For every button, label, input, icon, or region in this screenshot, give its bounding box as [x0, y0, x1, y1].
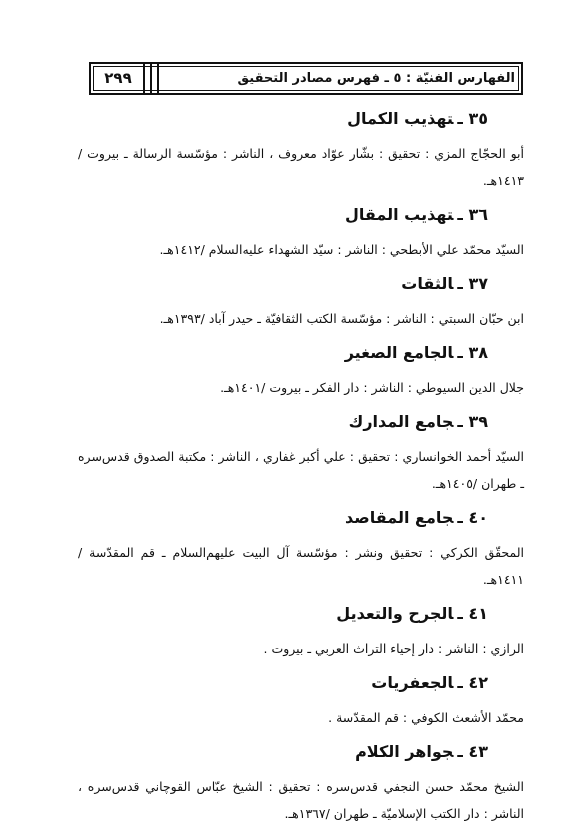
entry-number: ٣٦ ـ — [457, 205, 488, 224]
entry-title: جامع المقاصد — [345, 508, 454, 527]
sources-list — [78, 106, 524, 835]
header-divider — [150, 62, 152, 95]
entry-heading — [78, 409, 524, 435]
entry-details: جلال الدين السيوطي : الناشر : دار الفكر ـ بيروت /١٤٠١هـ. — [220, 380, 524, 395]
entry-title: الثقات — [401, 274, 454, 293]
source-entry — [78, 739, 524, 827]
source-entry — [78, 505, 524, 593]
entry-heading — [78, 202, 524, 228]
header-divider — [157, 62, 159, 95]
source-entry — [78, 670, 524, 731]
entry-details: السيّد محمّد علي الأبطحي : الناشر : سيّد الشهداء عليه‌السلام /١٤١٢هـ. — [159, 242, 524, 257]
running-title: الفهارس الفنيّة : ٥ ـ فهرس مصادر التحقيق — [237, 71, 515, 86]
source-entry — [78, 601, 524, 662]
source-entry — [78, 409, 524, 497]
entry-details: محمّد الأشعث الكوفي : قم المقدّسة . — [328, 710, 524, 725]
entry-heading — [78, 106, 524, 132]
entry-heading — [78, 601, 524, 627]
entry-title: تهذيب الكمال — [347, 109, 454, 128]
entry-details: أبو الحجّاج المزي : تحقيق : بشّار عوّاد معروف ، الناشر : مؤسّسة الرسالة ـ بيروت /١٤١٣هـ. — [78, 146, 524, 188]
entry-number: ٣٨ ـ — [457, 343, 488, 362]
entry-heading — [78, 505, 524, 531]
entry-number: ٣٧ ـ — [457, 274, 488, 293]
entry-number: ٣٥ ـ — [457, 109, 488, 128]
entry-details: المحقّق الكركي : تحقيق ونشر : مؤسّسة آل البيت عليهم‌السلام ـ قم المقدّسة /١٤١١هـ. — [78, 545, 524, 587]
source-entry — [78, 271, 524, 332]
entry-details: الشيخ محمّد حسن النجفي قدس‌سره : تحقيق : الشيخ عبّاس القوچاني قدس‌سره ، الناشر : دار الكتب الإسلاميّة ـ طهران /١٣٦٧هـ. — [78, 779, 524, 821]
source-entry — [78, 106, 524, 194]
page-number: ٢٩٩ — [104, 69, 132, 87]
header-divider — [143, 62, 145, 95]
entry-number: ٤١ ـ — [457, 604, 488, 623]
entry-title: جامع المدارك — [348, 412, 454, 431]
entry-details: السيّد أحمد الخوانساري : تحقيق : علي أكبر غفاري ، الناشر : مكتبة الصدوق قدس‌سره ـ طهران /١٤٠٥هـ. — [78, 449, 524, 491]
entry-details: ابن حبّان السبتي : الناشر : مؤسّسة الكتب الثقافيّة ـ حيدر آباد /١٣٩٣هـ. — [159, 311, 524, 326]
entry-details: الرازي : الناشر : دار إحياء التراث العربي ـ بيروت . — [263, 641, 524, 656]
entry-heading — [78, 739, 524, 765]
entry-title: الجعفريات — [371, 673, 454, 692]
entry-title: الجرح والتعديل — [336, 604, 454, 623]
entry-title: الجامع الصغير — [344, 343, 454, 362]
source-entry — [78, 202, 524, 263]
entry-title: تهذيب المقال — [344, 205, 454, 224]
entry-heading — [78, 670, 524, 696]
entry-number: ٤٢ ـ — [457, 673, 488, 692]
source-entry — [78, 340, 524, 401]
entry-title: جواهر الكلام — [355, 742, 454, 761]
entry-number: ٤٠ ـ — [457, 508, 488, 527]
entry-number: ٤٣ ـ — [457, 742, 488, 761]
entry-number: ٣٩ ـ — [457, 412, 488, 431]
entry-heading — [78, 340, 524, 366]
entry-heading — [78, 271, 524, 297]
